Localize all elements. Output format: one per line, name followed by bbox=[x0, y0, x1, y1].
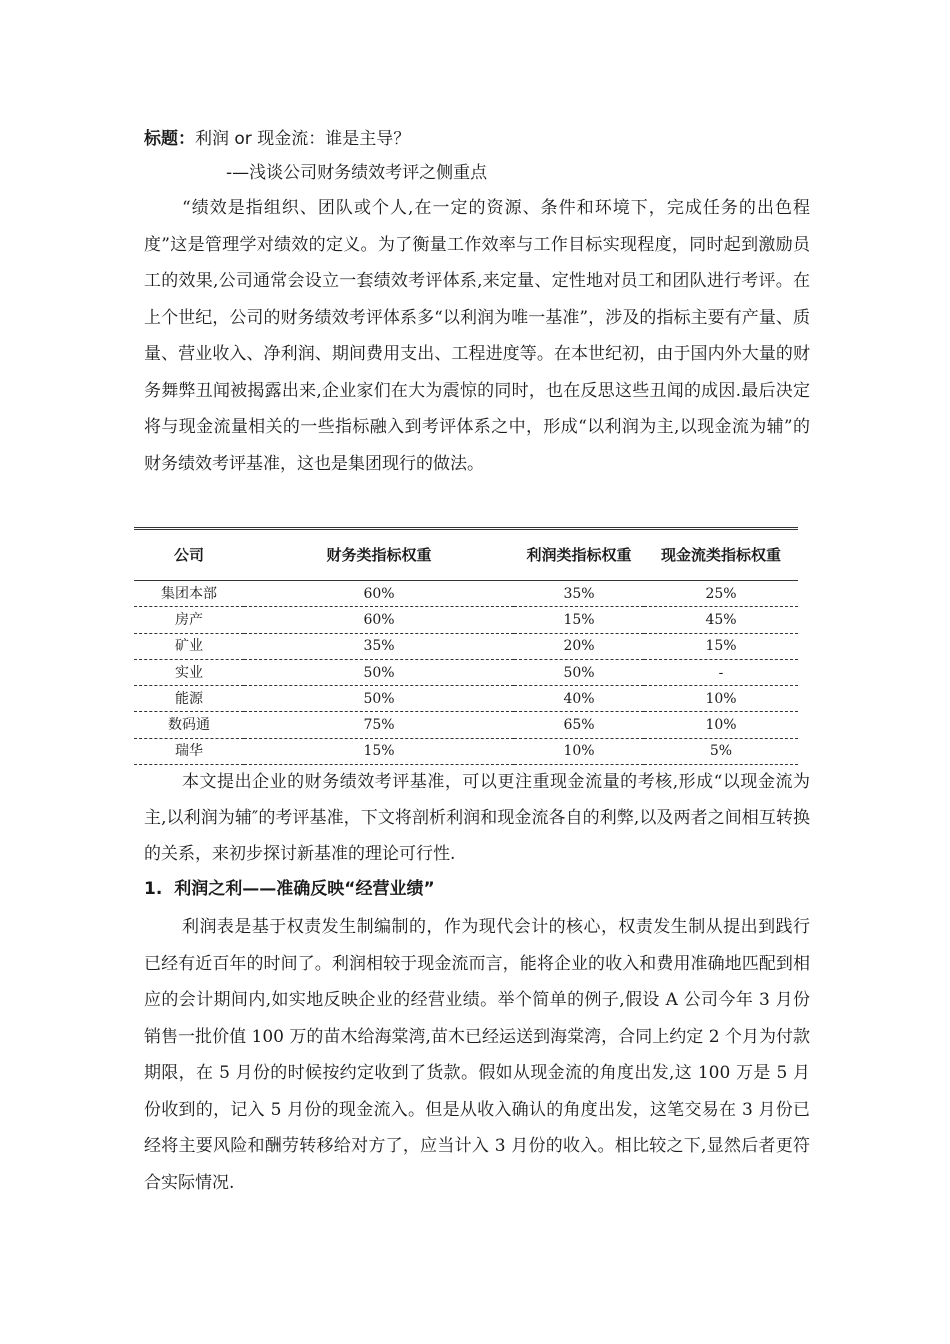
table-cell: 15% bbox=[705, 638, 737, 655]
table-cell: - bbox=[718, 664, 724, 681]
table-cell: 10% bbox=[563, 743, 595, 760]
table-cell: 35% bbox=[563, 585, 595, 602]
table-cell: 50% bbox=[363, 664, 395, 681]
table-cell: 45% bbox=[705, 611, 737, 628]
document-title bbox=[144, 124, 410, 149]
section-heading bbox=[144, 874, 435, 899]
table-cell: 5% bbox=[709, 743, 733, 760]
table-cell: 数码通 bbox=[168, 717, 210, 734]
table-cell: 75% bbox=[363, 717, 395, 734]
table-cell: 50% bbox=[563, 664, 595, 681]
table-cell: 10% bbox=[705, 690, 737, 707]
section-title: 利润之利——准确反映“经营业绩” bbox=[174, 879, 435, 899]
table-header-row bbox=[134, 529, 798, 581]
paragraph-intro: “绩效是指组织、团队或个人,在一定的资源、条件和环境下，完成任务的出色程度”这是管理学对绩效的定义。为了衡量工作效率与工作目标实现程度，同时起到激励员工的效果,公司通常会设立一套绩效考评体系,来定量、定性地对员工和团队进行考评。在上个世纪，公司的财务绩效考评体系多“以利润为唯一基准”，涉及的指标主要有产量、质量、营业收入、净利润、期间费用支出、工程进度等。在本世纪初，由于国内外大量的财务舞弊丑闻被揭露出来,企业家们在大为震惊的同时，也在反思这些丑闻的成因.最后决定将与现金流量相关的一些指标融入到考评体系之中，形成“以利润为主,以现金流为辅”的财务绩效考评基准，这也是集团现行的做法。 bbox=[144, 198, 810, 474]
paragraph-profit: 利润表是基于权责发生制编制的，作为现代会计的核心，权责发生制从提出到践行已经有近百年的时间了。利润相较于现金流而言，能将企业的收入和费用准确地匹配到相应的会计期间内,如实地反映企业的经营业绩。举个简单的例子,假设 A 公司今年 3 月份销售一批价值 100 万的苗木给海棠湾,苗木已经运送到海棠湾，合同上约定 2 个月为付款期限，在 5 月份的时候按约定收到了货款。假如从现金流的角度出发,这 100 万是 5 月份收到的，记入 5 月份的现金流入。但是从收入确认的角度出发，这笔交易在 3 月份已经将主要风险和酬劳转移给对方了，应当计入 3 月份的收入。相比较之下,显然后者更符合实际情况. bbox=[144, 917, 810, 1193]
table-cell: 房产 bbox=[175, 611, 203, 628]
table-cell: 10% bbox=[705, 717, 737, 734]
table-cell: 矿业 bbox=[175, 638, 203, 655]
document-subtitle: -—浅谈公司财务绩效考评之侧重点 bbox=[226, 163, 488, 183]
table-row bbox=[134, 712, 798, 738]
table-cell: 60% bbox=[363, 585, 395, 602]
table-cell: 25% bbox=[705, 585, 737, 602]
title-label: 标题： bbox=[144, 129, 195, 149]
table-row bbox=[134, 659, 798, 685]
table-header-cashflow-weight: 现金流类指标权重 bbox=[660, 546, 781, 564]
table-cell: 50% bbox=[363, 690, 395, 707]
table-body bbox=[134, 581, 798, 765]
table-cell: 15% bbox=[363, 743, 395, 760]
table-cell: 实业 bbox=[175, 664, 203, 681]
table-cell: 集团本部 bbox=[161, 585, 217, 602]
title-text: 利润 or 现金流：谁是主导？ bbox=[195, 129, 411, 149]
table-cell: 能源 bbox=[175, 690, 203, 707]
table-cell: 35% bbox=[363, 638, 395, 655]
section-number: 1. bbox=[144, 879, 163, 899]
table-row bbox=[134, 633, 798, 659]
paragraph-proposal: 本文提出企业的财务绩效考评基准，可以更注重现金流量的考核,形成“以现金流为主,以利润为辅″的考评基准，下文将剖析利润和现金流各自的利弊,以及两者之间相互转换的关系，来初步探讨新基准的理论可行性. bbox=[144, 772, 810, 864]
table-row bbox=[134, 686, 798, 712]
weights-table bbox=[134, 527, 798, 765]
table-header-finance-weight: 财务类指标权重 bbox=[326, 546, 432, 564]
table-cell: 40% bbox=[563, 690, 595, 707]
table-header-company: 公司 bbox=[173, 546, 204, 564]
table-cell: 20% bbox=[563, 638, 595, 655]
table-cell: 15% bbox=[563, 611, 595, 628]
table-cell: 60% bbox=[363, 611, 395, 628]
table-row bbox=[134, 738, 798, 764]
table-row bbox=[134, 607, 798, 633]
table-row bbox=[134, 581, 798, 607]
table-cell: 65% bbox=[563, 717, 595, 734]
table-cell: 瑞华 bbox=[175, 743, 203, 760]
table-header-profit-weight: 利润类指标权重 bbox=[526, 546, 632, 564]
